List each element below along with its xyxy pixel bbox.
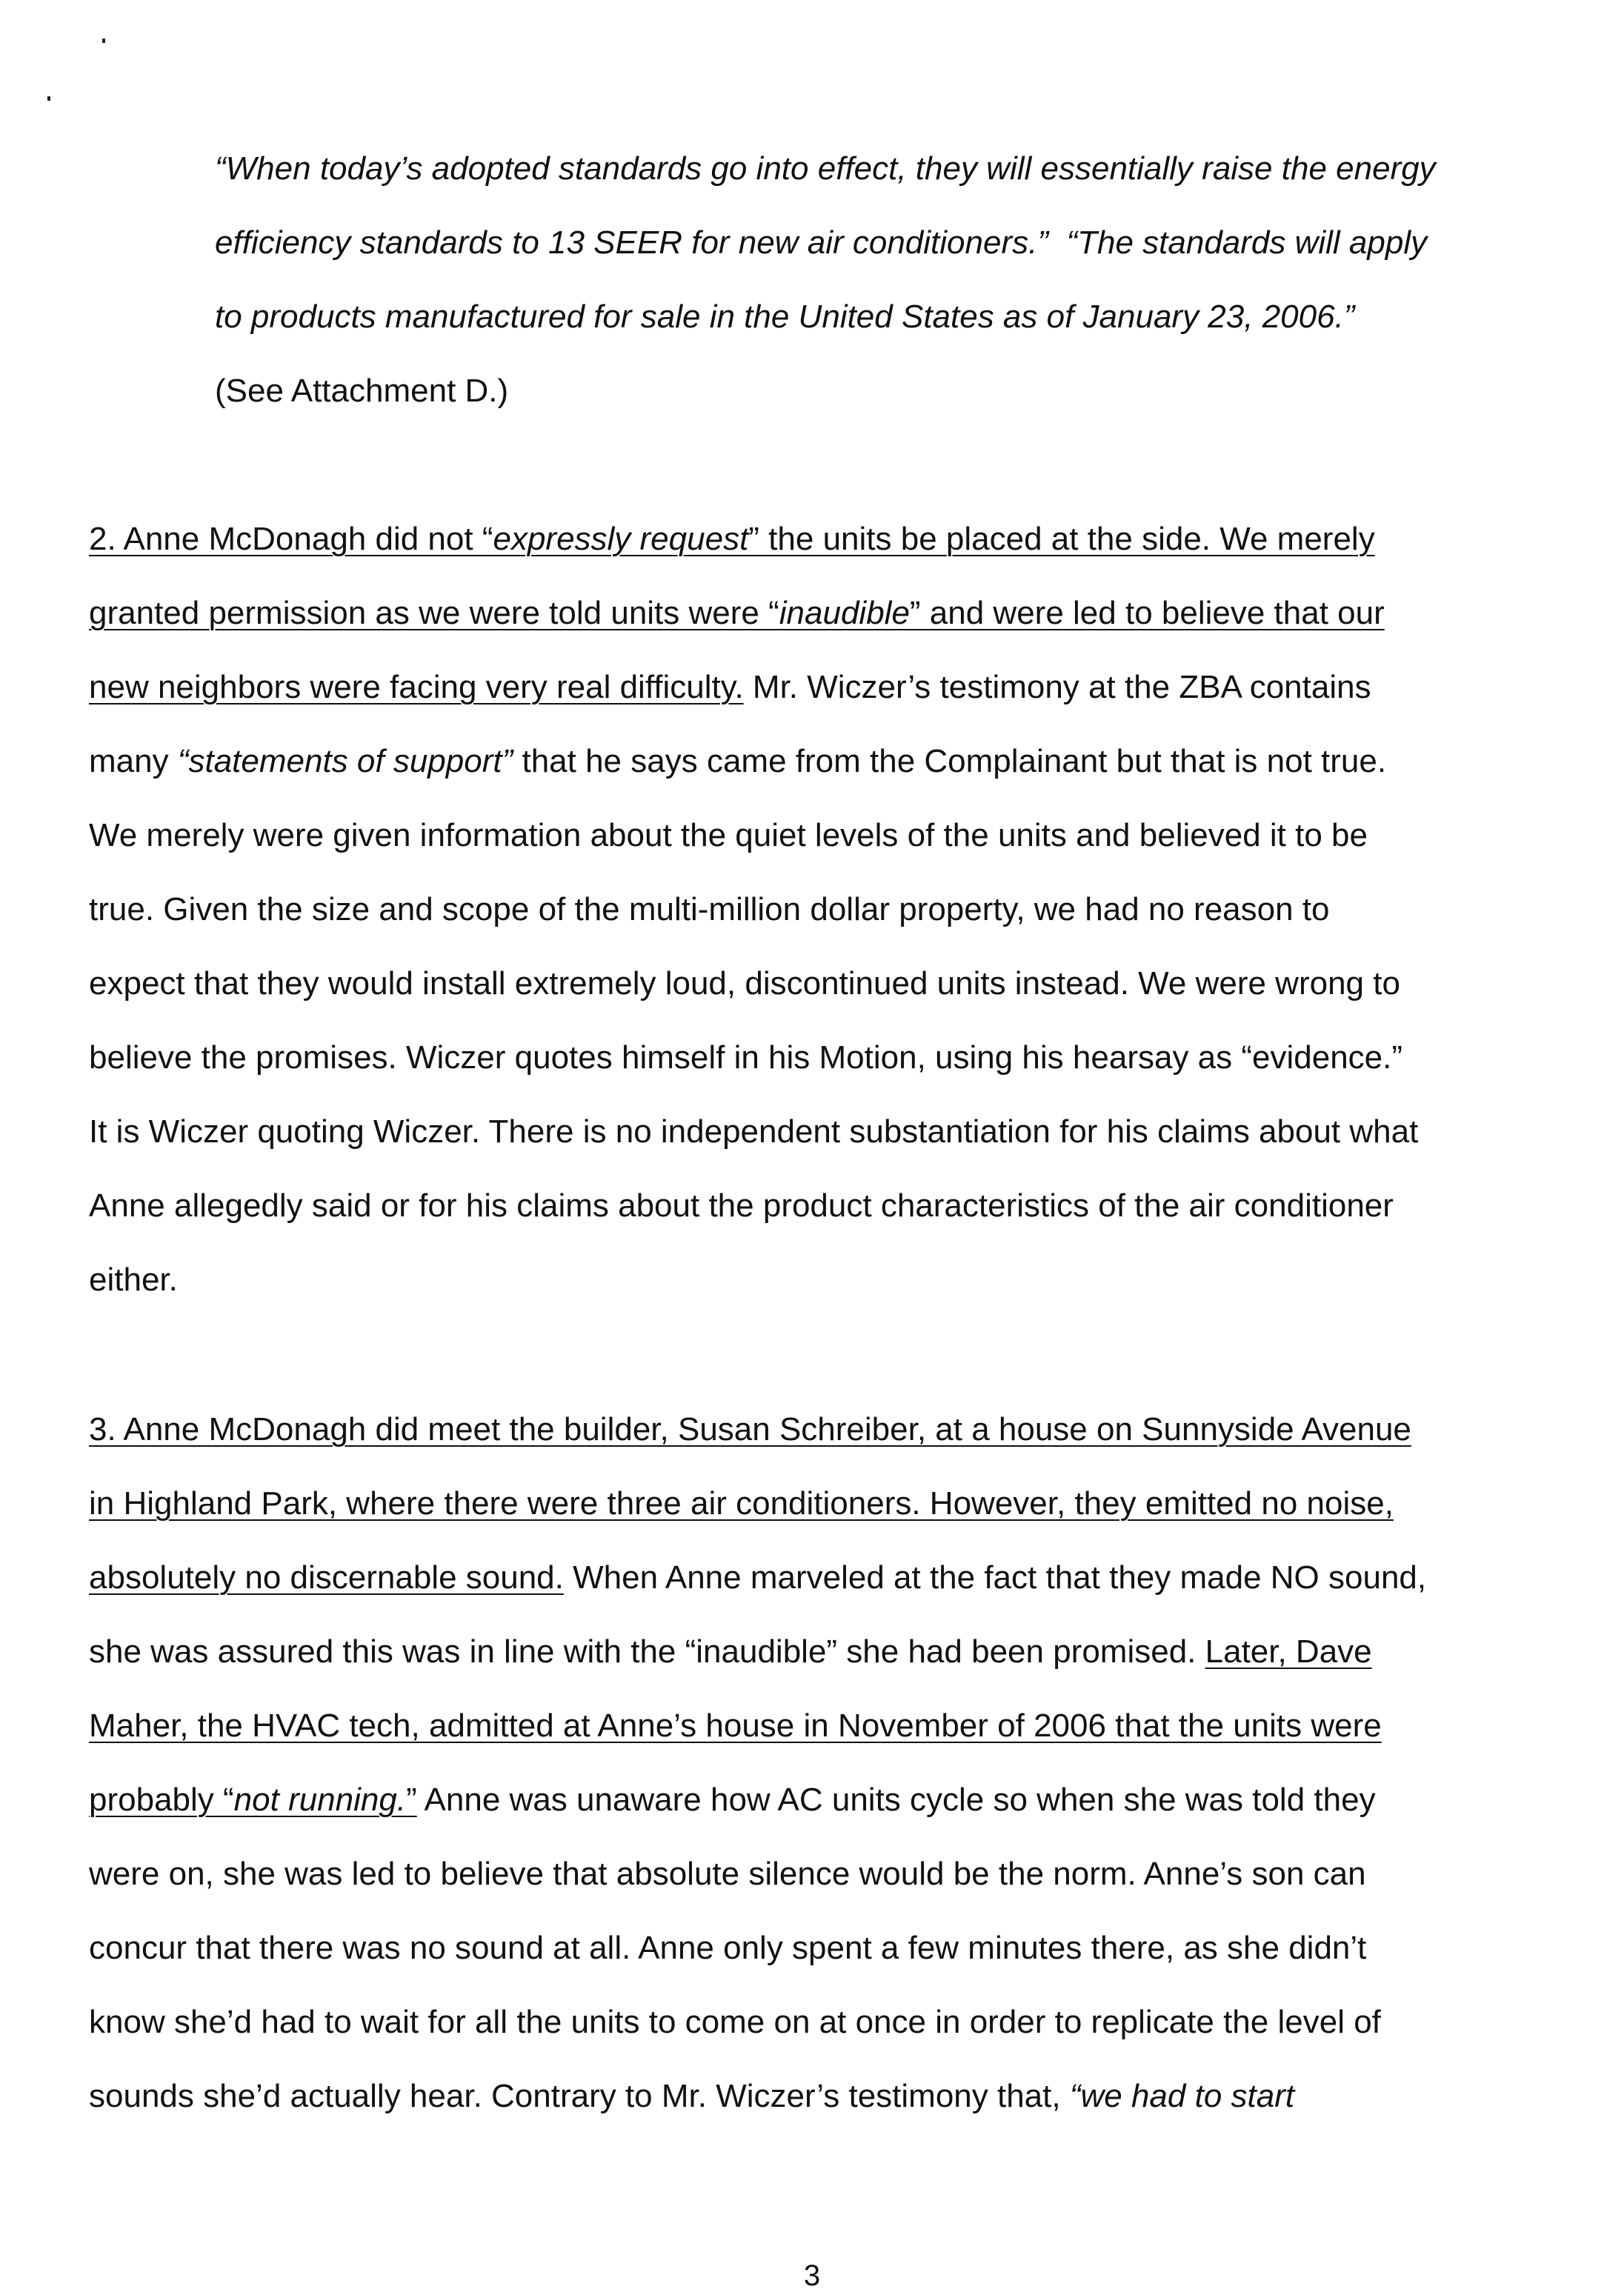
text-line: concur that there was no sound at all. Anne only spent a few minutes there, as she didn’t bbox=[89, 1930, 1367, 1966]
text-span: When Anne marveled at the fact that they made NO sound, bbox=[563, 1559, 1427, 1596]
italic-text: “we had to start bbox=[1069, 2078, 1295, 2114]
italic-text: “statements of support” bbox=[177, 743, 513, 779]
underlined-text: absolutely no discernable sound. bbox=[89, 1559, 564, 1596]
text-span: Mr. Wiczer’s testimony at the ZBA contains bbox=[743, 669, 1371, 705]
text-span: she was assured this was in line with the “inaudible” she had been promised. bbox=[89, 1633, 1205, 1670]
underlined-italic-text: inaudible bbox=[779, 595, 910, 631]
text-line: expect that they would install extremely loud, discontinued units instead. We were wrong to bbox=[89, 965, 1400, 1002]
text-line bbox=[89, 1630, 1372, 1674]
underlined-text: probably “ bbox=[89, 1782, 234, 1818]
underlined-italic-text: not running. bbox=[233, 1782, 407, 1818]
text-line: “When today’s adopted standards go into effect, they will essentially raise the energy bbox=[215, 150, 1436, 187]
text-line bbox=[89, 1556, 1426, 1600]
text-line: were on, she was led to believe that absolute silence would be the norm. Anne’s son can bbox=[89, 1856, 1366, 1892]
text-line: It is Wiczer quoting Wiczer. There is no independent substantiation for his claims about what bbox=[89, 1113, 1419, 1150]
text-line bbox=[89, 591, 1385, 636]
scan-speck bbox=[102, 39, 105, 43]
text-line: (See Attachment D.) bbox=[215, 373, 509, 409]
text-line: true. Given the size and scope of the multi-million dollar property, we had no reason to bbox=[89, 891, 1330, 927]
scan-speck bbox=[47, 96, 50, 101]
text-line: know she’d had to wait for all the units to come on at once in order to replicate the level of bbox=[89, 2004, 1381, 2040]
underlined-text: ” bbox=[406, 1782, 417, 1818]
underlined-text: Later, Dave bbox=[1205, 1633, 1372, 1670]
text-line: 3. Anne McDonagh did meet the builder, Susan Schreiber, at a house on Sunnyside Avenue bbox=[89, 1411, 1411, 1448]
underlined-text: ” and were led to believe that our bbox=[909, 595, 1385, 631]
underlined-text: 2. Anne McDonagh did not “ bbox=[89, 521, 493, 557]
text-line: Anne allegedly said or for his claims about the product characteristics of the air conditioner bbox=[89, 1187, 1394, 1224]
text-line: in Highland Park, where there were three air conditioners. However, they emitted no noise, bbox=[89, 1485, 1394, 1522]
text-span: that he says came from the Complainant but that is not true. bbox=[513, 743, 1387, 779]
text-line: to products manufactured for sale in the United States as of January 23, 2006.” bbox=[215, 299, 1355, 335]
text-line bbox=[89, 517, 1375, 562]
underlined-text: new neighbors were facing very real difficulty. bbox=[89, 669, 744, 705]
underlined-text: ” the units be placed at the side. We merely bbox=[748, 521, 1375, 557]
underlined-italic-text: expressly request bbox=[493, 521, 749, 557]
page-number: 3 bbox=[803, 2259, 821, 2292]
text-line bbox=[89, 1778, 1376, 1822]
text-span: efficiency standards to 13 SEER for new air conditioners.” bbox=[215, 224, 1048, 261]
text-line bbox=[215, 221, 1427, 265]
text-line bbox=[89, 2074, 1294, 2119]
text-line: believe the promises. Wiczer quotes himself in his Motion, using his hearsay as “evidence.” bbox=[89, 1039, 1403, 1076]
text-line: either. bbox=[89, 1262, 178, 1298]
text-line bbox=[89, 739, 1386, 784]
text-span: sounds she’d actually hear. Contrary to Mr. Wiczer’s testimony that, bbox=[89, 2078, 1070, 2114]
text-span: many bbox=[89, 743, 178, 779]
text-span: “The standards will apply bbox=[1066, 224, 1428, 261]
text-span: Anne was unaware how AC units cycle so when she was told they bbox=[416, 1782, 1376, 1818]
underlined-text: granted permission as we were told units were “ bbox=[89, 595, 779, 631]
text-line: Maher, the HVAC tech, admitted at Anne’s house in November of 2006 that the units were bbox=[89, 1708, 1382, 1744]
text-line: We merely were given information about the quiet levels of the units and believed it to be bbox=[89, 817, 1368, 853]
text-line bbox=[89, 665, 1371, 710]
